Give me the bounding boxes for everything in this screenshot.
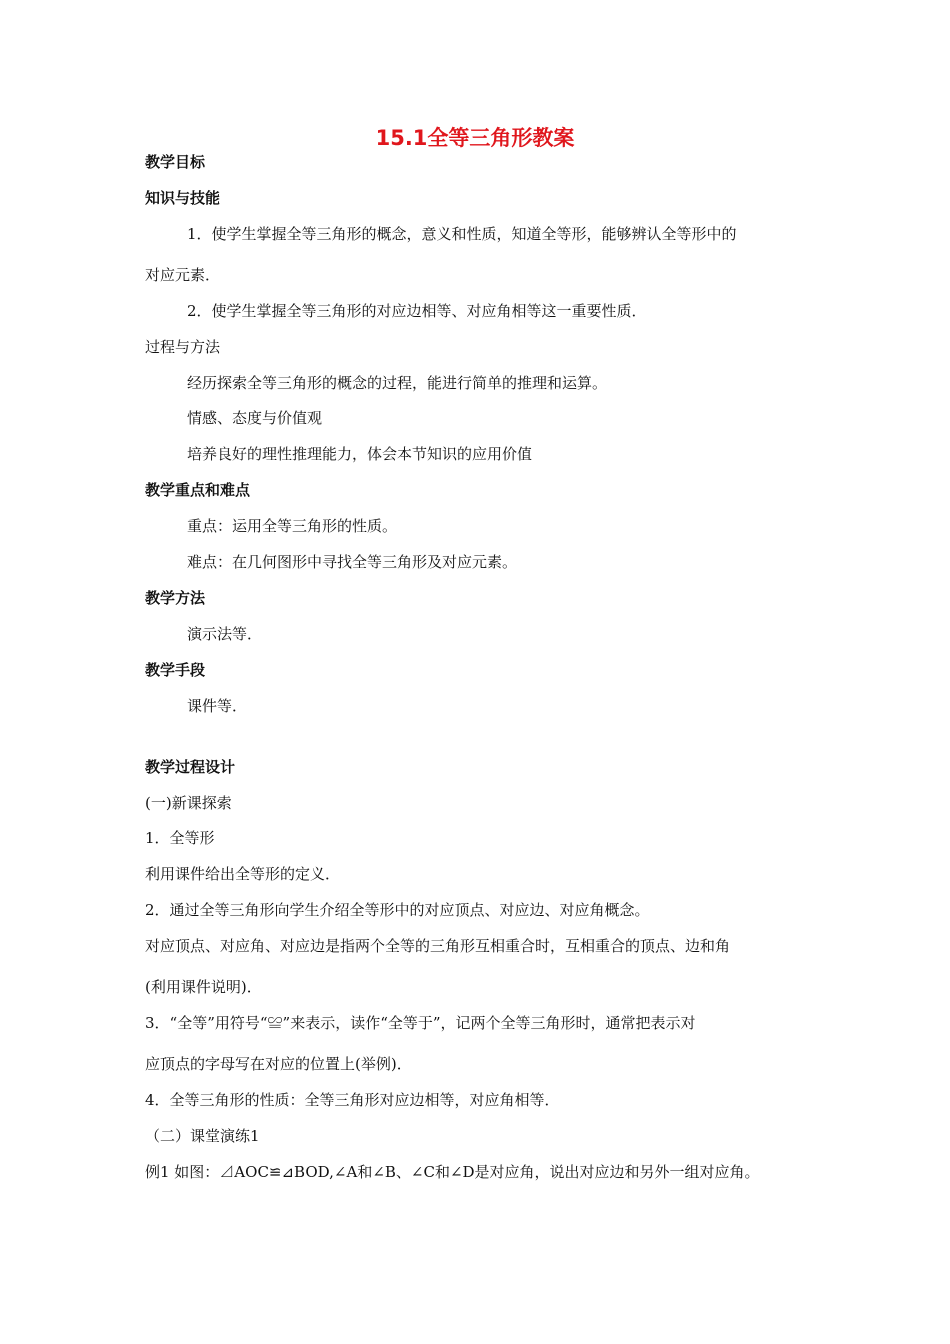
paragraph-line: 利用课件给出全等形的定义． [145, 865, 341, 883]
paragraph-line: 例1 如图：⊿AOC≌⊿BOD,∠A和∠B、∠C和∠D是对应角，说出对应边和另外一组对应角。 [145, 1163, 760, 1181]
paragraph-line: 1．全等形 [145, 829, 215, 847]
subsection-heading: 过程与方法 [145, 338, 221, 356]
section-heading: 教学方法 [145, 589, 206, 607]
paragraph-line: 课件等． [187, 697, 248, 715]
subsection-heading: 知识与技能 [145, 189, 221, 207]
paragraph-line: (一)新课探索 [145, 794, 232, 812]
paragraph-line: 难点：在几何图形中寻找全等三角形及对应元素。 [187, 553, 518, 571]
section-heading: 教学重点和难点 [145, 481, 251, 499]
paragraph-line: 应顶点的字母写在对应的位置上(举例)． [145, 1055, 412, 1073]
paragraph-line: 2．使学生掌握全等三角形的对应边相等、对应角相等这一重要性质． [187, 302, 647, 320]
page-title: 15.1全等三角形教案 [375, 126, 575, 150]
paragraph-line: 重点：运用全等三角形的性质。 [187, 517, 398, 535]
paragraph-line: 经历探索全等三角形的概念的过程，能进行简单的推理和运算。 [187, 374, 608, 392]
paragraph-line: （二）课堂演练1 [145, 1127, 260, 1145]
paragraph-line: 1．使学生掌握全等三角形的概念，意义和性质，知道全等形，能够辨认全等形中的 [187, 225, 737, 243]
paragraph-line: 3．“全等”用符号“≌”来表示，读作“全等于”，记两个全等三角形时，通常把表示对 [145, 1014, 696, 1032]
section-heading: 教学目标 [145, 153, 206, 171]
section-heading: 教学过程设计 [145, 758, 236, 776]
section-heading: 教学手段 [145, 661, 206, 679]
paragraph-line: 培养良好的理性推理能力，体会本节知识的应用价值 [187, 445, 533, 463]
paragraph-line: 演示法等． [187, 625, 263, 643]
subsection-heading: 情感、态度与价值观 [187, 409, 323, 427]
paragraph-line: 对应顶点、对应角、对应边是指两个全等的三角形互相重合时，互相重合的顶点、边和角 [145, 937, 731, 955]
paragraph-line: 2．通过全等三角形向学生介绍全等形中的对应顶点、对应边、对应角概念。 [145, 901, 650, 919]
paragraph-line: 4．全等三角形的性质：全等三角形对应边相等，对应角相等． [145, 1091, 560, 1109]
paragraph-line: 对应元素． [145, 266, 221, 284]
paragraph-line: (利用课件说明)． [145, 978, 262, 996]
